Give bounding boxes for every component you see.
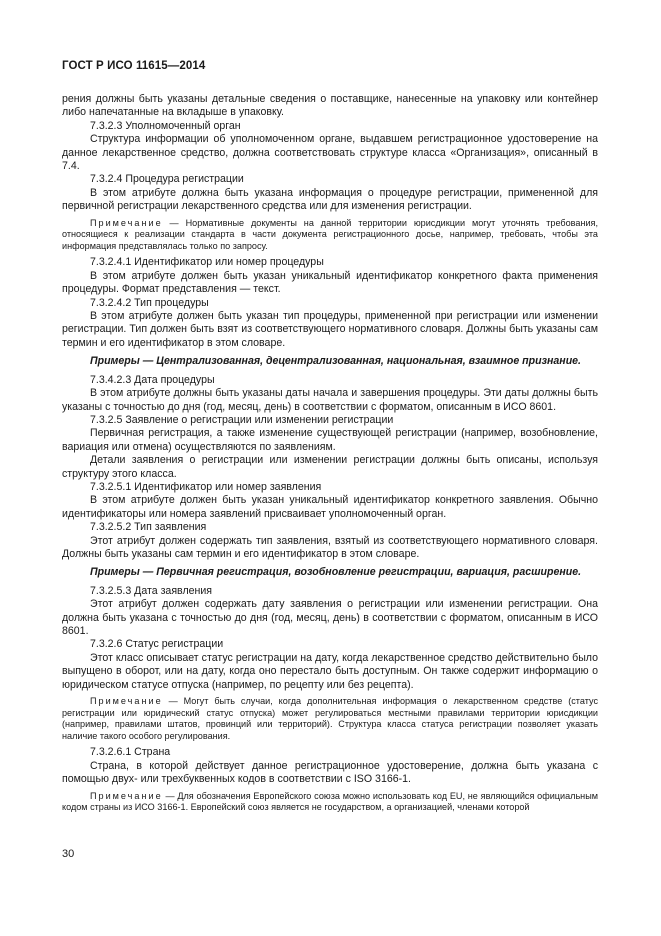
paragraph: Первичная регистрация, а также изменение существующей регистрации (например, возобновление, вариация или отмена) осуществляются по заявлениям. (62, 427, 598, 453)
paragraph: В этом атрибуте должны быть указаны даты начала и завершения процедуры. Эти даты должны быть указаны с точностью до дня (год, месяц, день) в соответствии с форматом, описанным в ИСО 8601. (62, 387, 598, 413)
page-body (62, 93, 598, 818)
section-heading: 7.3.2.5.1 Идентификатор или номер заявления (90, 480, 322, 493)
example: Примеры — Первичная регистрация, возобновление регистрации, вариация, расширение. (90, 566, 582, 579)
paragraph: В этом атрибуте должна быть указана информация о процедуре регистрации, примененной для первичной регистрации лекарственного средства или для изменения регистрации. (62, 186, 598, 213)
note-label: Примечание (90, 217, 163, 228)
paragraph: В этом атрибуте должен быть указан тип процедуры, примененной при регистрации или изменении регистрации. Тип должен быть взят из соответствующего нормативного словаря. Должны быть указаны сам термин и его идентификатор в этом словаре. (62, 310, 598, 349)
section-heading: 7.3.2.3 Уполномоченный орган (90, 119, 241, 132)
paragraph: В этом атрибуте должен быть указан уникальный идентификатор конкретного заявления. Обычно идентификаторы или номера заявлений присваивает уполномоченный орган. (62, 494, 598, 520)
note (62, 696, 598, 742)
paragraph: Этот атрибут должен содержать дату заявления о регистрации или изменении регистрации. Она должна быть указана с точностью до дня (год, месяц, день) в соответствии с форматом, описанным в ИСО 8601. (62, 598, 598, 637)
document-header: ГОСТ Р ИСО 11615—2014 (62, 60, 206, 72)
paragraph: Структура информации об уполномоченном органе, выдавшем регистрационное удостоверение на данное лекарственное средство, должна соответствовать структуре класса «Организация», описанный в 7.4. (62, 133, 598, 173)
paragraph: Этот класс описывает статус регистрации на дату, когда лекарственное средство действительно было выпущено в оборот, или на дату, когда оно перестало быть доступным. Он также содержит информацию о юридическом статусе отпуска (например, по рецепту или без рецепта). (62, 651, 598, 691)
paragraph: В этом атрибуте должен быть указан уникальный идентификатор конкретного факта применения процедуры. Формат представления — текст. (62, 269, 598, 296)
note-label: Примечание (90, 790, 163, 801)
note-text: — Нормативные документы на данной территории юрисдикции могут уточнять требования, относящиеся к реализации стандарта в части документа регистрационного досье, например, требовать, чтобы эта информация представлялась только по запросу. (62, 217, 598, 251)
example: Примеры — Централизованная, децентрализованная, национальная, взаимное признание. (90, 355, 581, 368)
section-heading: 7.3.2.5.2 Тип заявления (90, 521, 207, 534)
note (62, 218, 598, 253)
note (62, 791, 598, 814)
section-heading: 7.3.2.6.1 Страна (90, 746, 171, 759)
section-heading: 7.3.4.2.3 Дата процедуры (90, 373, 215, 386)
paragraph: Этот атрибут должен содержать тип заявления, взятый из соответствующего нормативного словаря. Должны быть указаны сам термин и его идентификатор в этом словаре. (62, 534, 598, 560)
section-heading: 7.3.2.5.3 Дата заявления (90, 584, 213, 597)
page-number: 30 (62, 848, 75, 860)
paragraph: рения должны быть указаны детальные сведения о поставщике, нанесенные на упаковку или контейнер либо напечатанные на вкладыше в упаковку. (62, 93, 598, 119)
paragraph: Страна, в которой действует данное регистрационное удостоверение, должна быть указана с помощью двух- или трехбуквенных кодов в соответствии с ISO 3166-1. (62, 759, 598, 786)
note-label: Примечание (90, 696, 163, 707)
section-heading: 7.3.2.5 Заявление о регистрации или изменении регистрации (90, 413, 394, 426)
note-text: — Для обозначения Европейского союза можно использовать код EU, не являющийся официальным кодом страны из ИСО 3166-1. Европейский союз является не государством, а организацией, членами которой (62, 790, 598, 813)
section-heading: 7.3.2.4.2 Тип процедуры (90, 296, 209, 309)
note-text: — Могут быть случаи, когда дополнительная информация о лекарственном средстве (статус регистрации или юридический статус отпуска) может регулироваться местными правилами территории юрисдикции (например, правилами штатов, провинций или территорий). Структура класса статуса регистрации позволяет указать наличие такого особого регулирования. (62, 696, 598, 741)
paragraph: Детали заявления о регистрации или изменении регистрации должны быть описаны, используя структуру этого класса. (62, 454, 598, 480)
section-heading: 7.3.2.6 Статус регистрации (90, 638, 224, 651)
section-heading: 7.3.2.4 Процедура регистрации (90, 173, 244, 186)
section-heading: 7.3.2.4.1 Идентификатор или номер процедуры (90, 256, 324, 269)
